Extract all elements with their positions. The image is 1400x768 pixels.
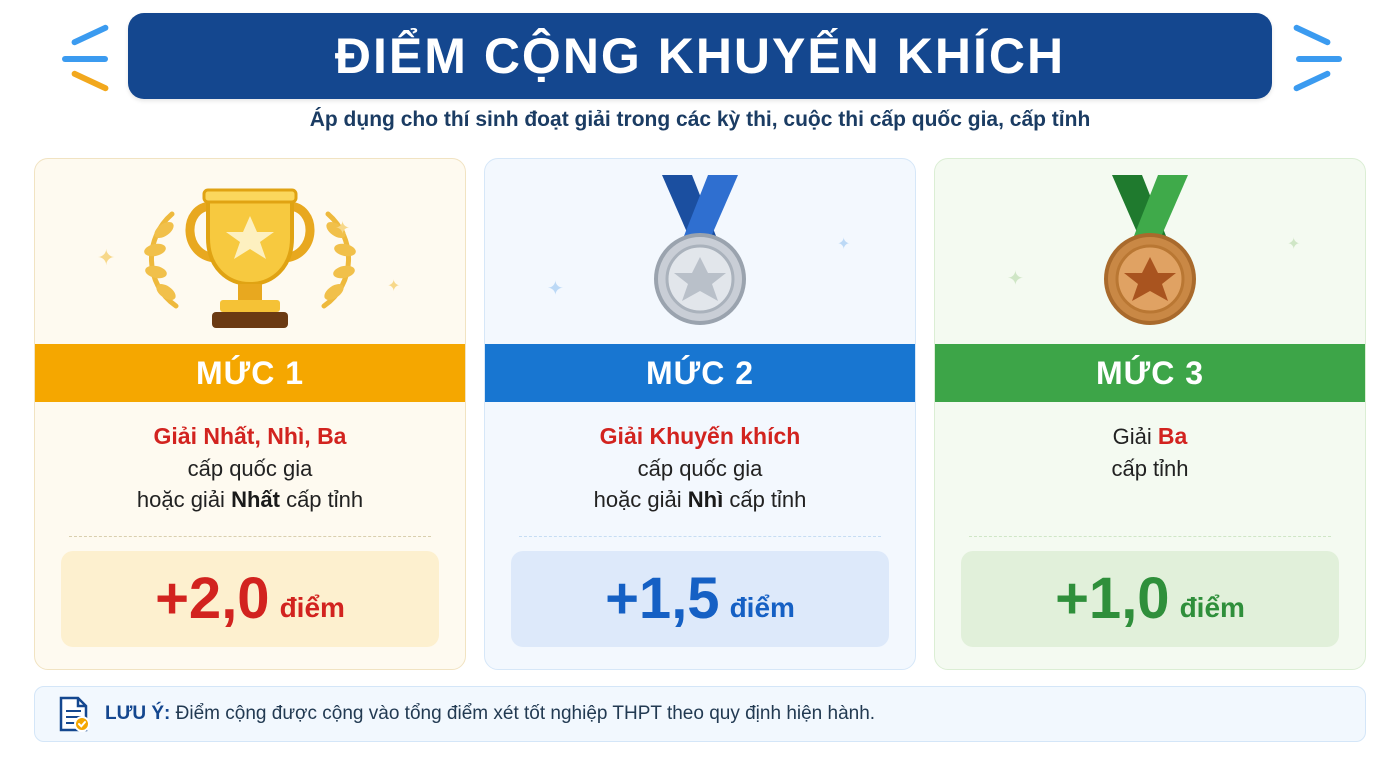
card-2-divider [519, 536, 881, 537]
card-1-line-3-bold: Nhất [231, 486, 280, 512]
note-label: LƯU Ý: [105, 703, 171, 724]
card-1-level-label: MỨC 1 [196, 354, 304, 391]
card-2-description [485, 402, 915, 534]
decorative-spark-icon [71, 70, 110, 92]
card-3-divider [969, 536, 1331, 537]
title-banner [128, 13, 1272, 99]
card-3-line-1-bold: Ba [1157, 423, 1188, 449]
bronze-medal-icon [1050, 167, 1250, 337]
card-3-score-value: +1,0 [1055, 566, 1170, 631]
card-3-level-bar [935, 344, 1365, 402]
card-1-line-1: Giải Nhất, Nhì, Ba [153, 423, 347, 449]
card-3-score-box [961, 551, 1339, 647]
sparkle-icon: ✦ [1007, 268, 1024, 290]
sparkle-icon: ✦ [97, 245, 116, 270]
card-2-line-3 [495, 484, 905, 515]
card-1-line-3-suffix: cấp tỉnh [279, 486, 364, 512]
note-bar [34, 686, 1366, 742]
decorative-spark-icon [1293, 24, 1332, 46]
card-3-line-2: cấp tỉnh [1111, 455, 1189, 481]
card-1-description [35, 402, 465, 534]
note-text: Điểm cộng được cộng vào tổng điểm xét tốt nghiệp THPT theo quy định hiện hành. [175, 703, 876, 724]
card-2-line-3-bold: Nhì [687, 486, 724, 512]
card-2-line-3-prefix: hoặc giải [593, 486, 688, 512]
card-muc-1 [34, 158, 466, 670]
card-2-level-bar [485, 344, 915, 402]
decorative-spark-icon [71, 24, 110, 46]
card-1-score-value: +2,0 [155, 566, 270, 631]
decorative-spark-icon [62, 56, 108, 62]
card-1-score-unit: điểm [279, 592, 345, 623]
card-3-line-1-prefix: Giải [1112, 424, 1158, 449]
card-muc-3 [934, 158, 1366, 670]
sparkle-icon: ✦ [387, 278, 401, 295]
header [0, 0, 1400, 140]
card-1-icon-area [35, 159, 465, 344]
card-1-divider [69, 536, 431, 537]
card-3-description [935, 402, 1365, 534]
card-3-icon-area [935, 159, 1365, 344]
card-2-level-label: MỨC 2 [646, 354, 754, 391]
card-2-icon-area [485, 159, 915, 344]
silver-medal-icon [600, 167, 800, 337]
card-2-score-unit: điểm [729, 592, 795, 623]
level-cards [34, 158, 1366, 670]
sparkle-icon: ✦ [1287, 236, 1301, 253]
card-muc-2 [484, 158, 916, 670]
sparkle-icon: ✦ [837, 236, 851, 253]
card-2-line-3-suffix: cấp tỉnh [723, 486, 807, 512]
page-subtitle: Áp dụng cho thí sinh đoạt giải trong các kỳ thi, cuộc thi cấp quốc gia, cấp tỉnh [309, 108, 1091, 131]
page-title: ĐIỂM CỘNG KHUYẾN KHÍCH [334, 27, 1066, 84]
sparkle-icon: ✦ [547, 278, 564, 300]
decorative-spark-icon [1293, 70, 1332, 92]
card-1-line-2: cấp quốc gia [187, 455, 313, 481]
decorative-spark-icon [1296, 56, 1342, 62]
card-1-line-3-prefix: hoặc giải [136, 486, 232, 512]
card-1-score-box [61, 551, 439, 647]
trophy-icon [120, 172, 380, 332]
sparkle-icon: ✦ [335, 218, 351, 238]
card-2-score-value: +1,5 [605, 566, 720, 631]
card-1-level-bar [35, 344, 465, 402]
card-2-line-1: Giải Khuyến khích [599, 423, 801, 449]
card-3-level-label: MỨC 3 [1096, 354, 1204, 391]
note-content [105, 703, 875, 725]
card-1-line-3 [45, 484, 455, 515]
document-check-icon [57, 695, 91, 733]
card-3-line-1 [945, 420, 1355, 453]
card-2-score-box [511, 551, 889, 647]
card-2-line-2: cấp quốc gia [637, 455, 763, 481]
card-3-score-unit: điểm [1179, 592, 1245, 623]
